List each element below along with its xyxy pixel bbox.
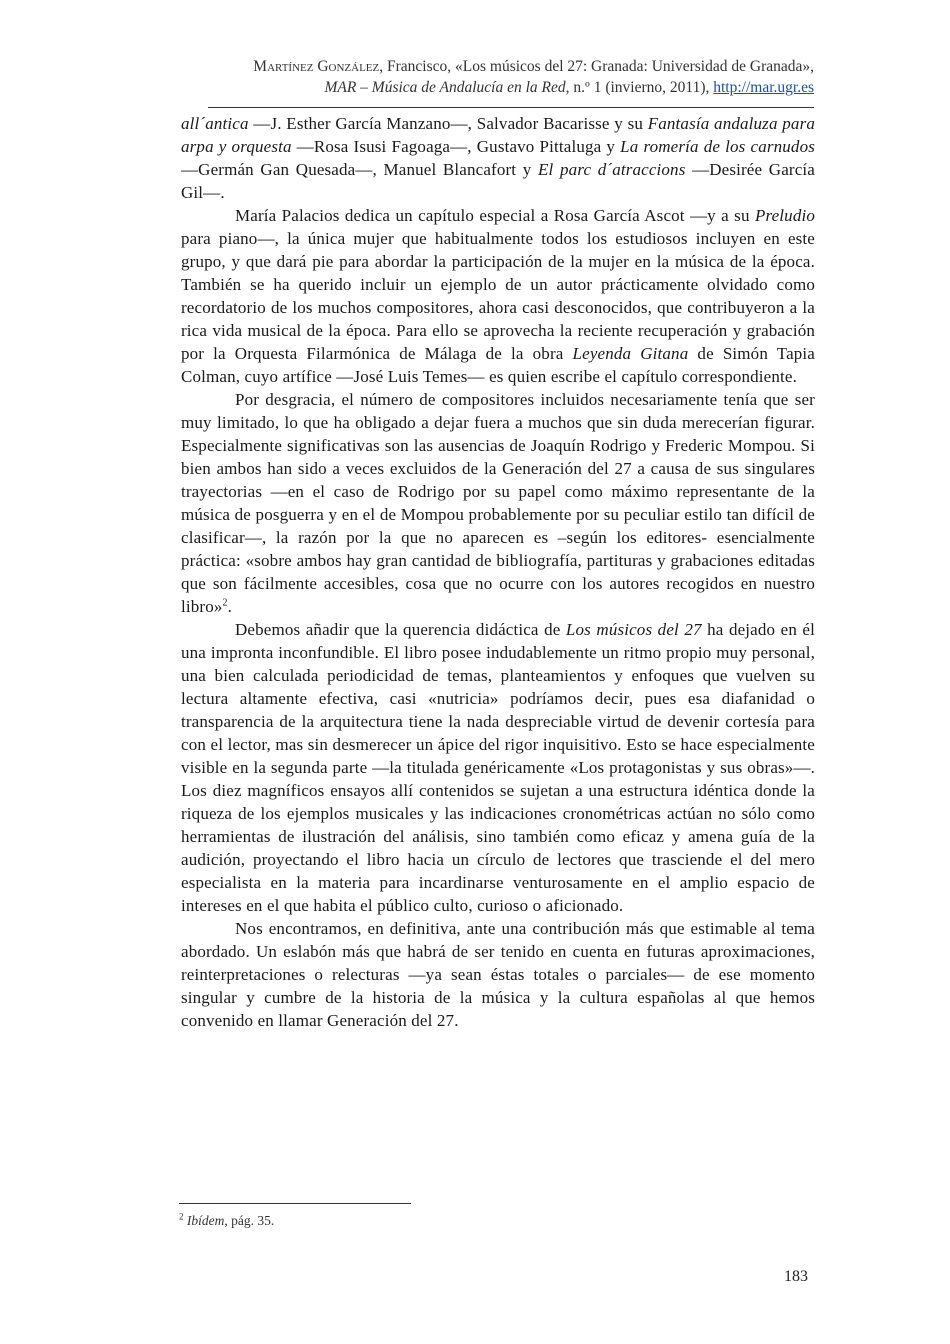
body-text bbox=[181, 112, 815, 1032]
text-span: Por desgracia, el número de compositores incluidos necesariamente tenía que ser muy limitado, lo que ha obligado a dejar fuera a muchos que sin duda merecerían figurar. Especialmente significativas son las ausencias de Joaquín Rodrigo y Frederic Mompou. Si bien ambos han sido a veces excluidos de la Generación del 27 a causa de sus singulares trayectorias —en el caso de Rodrigo por su papel como máximo representante de la música de posguerra y en el de Mompou probablemente por su peculiar estilo tan difícil de clasificar—, la razón por la que no aparecen es –según los editores- esencialmente práctica: «sobre ambos hay gran cantidad de bibliografía, partituras y grabaciones editadas que son fácilmente accesibles, cosa que no ocurre con los autores recogidos en nuestro libro» bbox=[181, 390, 815, 616]
paragraph-5: Nos encontramos, en definitiva, ante una contribución más que estimable al tema abordado. Un eslabón más que habrá de ser tenido en cuenta en futuras aproximaciones, reinterpretaciones o relecturas —ya sean éstas totales o parciales— de ese momento singular y cumbre de la historia de la música y la cultura españolas al que hemos convenido en llamar Generación del 27. bbox=[181, 919, 815, 1030]
paragraph-1 bbox=[181, 112, 815, 204]
footnote-text: , pág. 35. bbox=[224, 1213, 275, 1228]
text-span: —Rosa Isusi Fagoaga—, Gustavo Pittaluga y bbox=[291, 137, 621, 156]
italic-title: all´antica bbox=[181, 114, 249, 133]
text-span: Debemos añadir que la querencia didáctica de bbox=[235, 620, 566, 639]
italic-title: Los músicos del 27 bbox=[565, 620, 702, 639]
footnote-number: 2 bbox=[179, 1211, 184, 1222]
running-header bbox=[114, 56, 814, 98]
paragraph-3 bbox=[181, 388, 815, 618]
text-span: . bbox=[227, 597, 233, 616]
footnote-rule bbox=[179, 1203, 411, 1204]
header-citation-line-2 bbox=[114, 77, 814, 98]
text-span: —Desirée García Gil—. bbox=[181, 160, 815, 202]
text-span: María Palacios dedica un capítulo especial a Rosa García Ascot —y a su bbox=[235, 206, 755, 225]
text-span: ha dejado en él una impronta inconfundible. El libro posee indudablemente un ritmo propio muy personal, una bien calculada periodicidad de temas, planteamientos y enfoques que vuelven su lectura altamente efectiva, casi «nutricia» podríamos decir, pues esa diafanidad o transparencia de la arquitectura tiene la nada despreciable virtud de devenir cortesía para con el lector, mas sin desmerecer un ápice del rigor inquisitivo. Esto se hace especialmente visible en la segunda parte —la titulada genéricamente «Los protagonistas y sus obras»—. Los diez magníficos ensayos allí contenidos se sujetan a una estructura idéntica donde la riqueza de los ejemplos musicales y las indicaciones cronométricas actúan no sólo como herramientas de ilustración del análisis, sino también como eficaz y amena guía de la audición, proyectando el libro hacia un círculo de lectores que trasciende el del mero especialista en la materia para incardinarse venturosamente en el amplio espacio de intereses en el que habita el público culto, curioso o aficionado. bbox=[181, 620, 815, 915]
header-url-link[interactable]: http://mar.ugr.es bbox=[713, 79, 814, 96]
header-author: Martínez González bbox=[253, 58, 380, 75]
text-span: para piano—, la única mujer que habitualmente todos los estudiosos incluyen en este grupo, y que dará pie para abordar la participación de la mujer en la música de la época. También se ha querido incluir un ejemplo de un autor prácticamente olvidado como recordatorio de los muchos compositores, ahora casi desconocidos, que contribuyeron a la rica vida musical de la época. Para ello se aprovecha la reciente recuperación y grabación por la Orquesta Filarmónica de Málaga de la obra bbox=[181, 229, 815, 363]
text-span: —J. Esther García Manzano—, Salvador Bacarisse y su bbox=[248, 114, 648, 133]
header-rule bbox=[208, 107, 814, 108]
italic-title: La romería de los carnudos bbox=[620, 137, 815, 156]
header-journal: MAR – Música de Andalucía en la Red bbox=[324, 79, 566, 96]
page-number: 183 bbox=[784, 1268, 808, 1285]
text-span: —Germán Gan Quesada—, Manuel Blancafort y bbox=[181, 160, 539, 179]
paragraph-4 bbox=[181, 618, 815, 917]
italic-title: Fantasía andaluza para arpa y orquesta bbox=[181, 114, 816, 156]
footnote-reference[interactable]: 2 bbox=[222, 597, 228, 609]
paragraph-2 bbox=[181, 204, 815, 388]
italic-title: Leyenda Gitana bbox=[572, 344, 689, 363]
footnote bbox=[179, 1213, 274, 1229]
header-citation-line-1 bbox=[114, 56, 814, 77]
italic-title: Preludio bbox=[754, 206, 815, 225]
header-issue: , n.º 1 (invierno, 2011), bbox=[565, 79, 714, 96]
text-span: de Simón Tapia Colman, cuyo artífice —José Luis Temes— es quien escribe el capítulo correspondiente. bbox=[181, 344, 815, 386]
italic-title: El parc d´atraccions bbox=[538, 160, 686, 179]
header-citation: , Francisco, «Los músicos del 27: Granada: Universidad de Granada», bbox=[379, 58, 814, 75]
footnote-italic: Ibídem bbox=[186, 1213, 225, 1228]
